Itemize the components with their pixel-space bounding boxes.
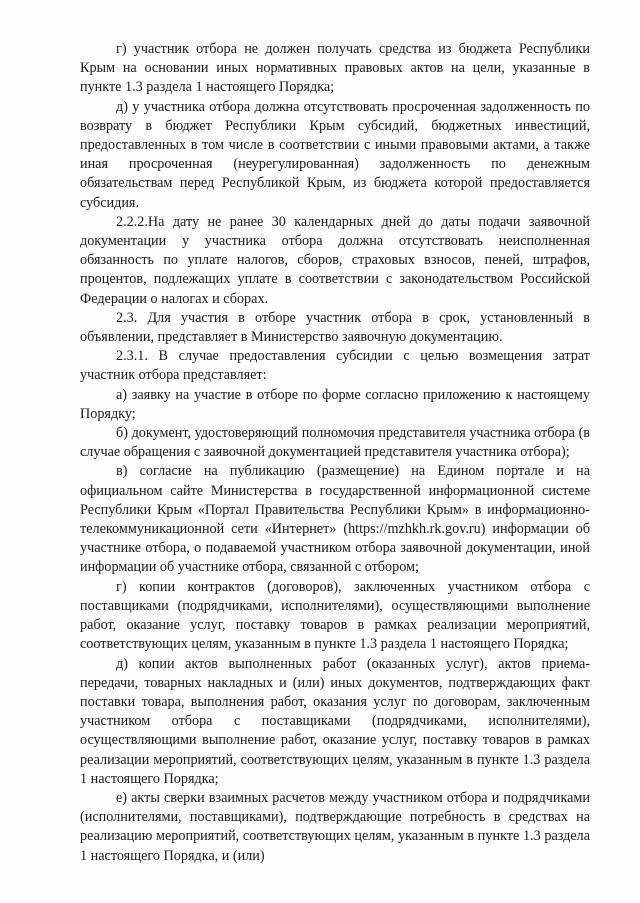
paragraph-8-v: в) согласие на публикацию (размещение) на Едином портале и на официальном сайте Министерства в государственной информационной системе Республики Крым «Портал Правительства Республики Крым» в информационно-телекоммуникационной сети «Интернет» (https://mzhkh.rk.gov.ru) информации об участнике отбора, о подаваемой участником отбора заявочной документации, иной информации об участнике отбора, связанной с отбором;	[80, 463, 590, 576]
paragraph-11-e: е) акты сверки взаимных расчетов между участником отбора и подрядчиками (исполнителями, поставщиками), подтверждающие потребность в средствах на реализацию мероприятий, соответствующих целям, указанным в пункте 1.3 раздела 1 настоящего Порядка, и (или)	[80, 789, 590, 864]
paragraph-5-2-3-1: 2.3.1. В случае предоставления субсидии с целью возмещения затрат участник отбора представляет:	[80, 348, 590, 384]
paragraph-2-d: д) у участника отбора должна отсутствовать просроченная задолженность по возврату в бюджет Республики Крым субсидий, бюджетных инвестиций, предоставленных в том числе в соответствии с иными правовыми актами, а также иная просроченная (неурегулированная) задолженность по денежным обязательствам перед Республикой Крым, из бюджета которой предоставляется субсидия.	[80, 98, 590, 211]
document-body	[80, 40, 590, 866]
paragraph-4-2-3: 2.3. Для участия в отборе участник отбора в срок, установленный в объявлении, представляет в Министерство заявочную документацию.	[80, 309, 590, 346]
paragraph-1-g: г) участник отбора не должен получать средства из бюджета Республики Крым на основании иных нормативных правовых актов на цели, указанные в пункте 1.3 раздела 1 настоящего Порядка;	[80, 41, 590, 96]
paragraph-3-2-2-2: 2.2.2.На дату не ранее 30 календарных дней до даты подачи заявочной документации у участника отбора должна отсутствовать неисполненная обязанность по уплате налогов, сборов, страховых взносов, пеней, штрафов, процентов, подлежащих уплате в соответствии с законодательством Российской Федерации о налогах и сборах.	[80, 213, 590, 307]
paragraph-9-g: г) копии контрактов (договоров), заключенных участником отбора с поставщиками (подрядчиками, исполнителями), осуществляющими выполнение работ, оказание услуг, поставку товаров в рамках реализации мероприятий, соответствующих целям, указанным в пункте 1.3 раздела 1 настоящего Порядка;	[80, 578, 590, 653]
paragraph-6-a: а) заявку на участие в отборе по форме согласно приложению к настоящему Порядку;	[80, 386, 590, 422]
paragraph-10-d: д) копии актов выполненных работ (оказанных услуг), актов приема-передачи, товарных накладных и (или) иных документов, подтверждающих факт поставки товара, выполнения работ, оказания услуг по договорам, заключенным участником отбора с поставщиками (подрядчиками, исполнителями), осуществляющими выполнение работ, оказание услуг, поставку товаров в рамках реализации мероприятий, соответствующих целям, указанным в пункте 1.3 раздела 1 настоящего Порядка;	[80, 655, 590, 787]
paragraph-7-b: б) документ, удостоверяющий полномочия представителя участника отбора (в случае обращения с заявочной документацией представителя участника отбора);	[80, 425, 590, 461]
